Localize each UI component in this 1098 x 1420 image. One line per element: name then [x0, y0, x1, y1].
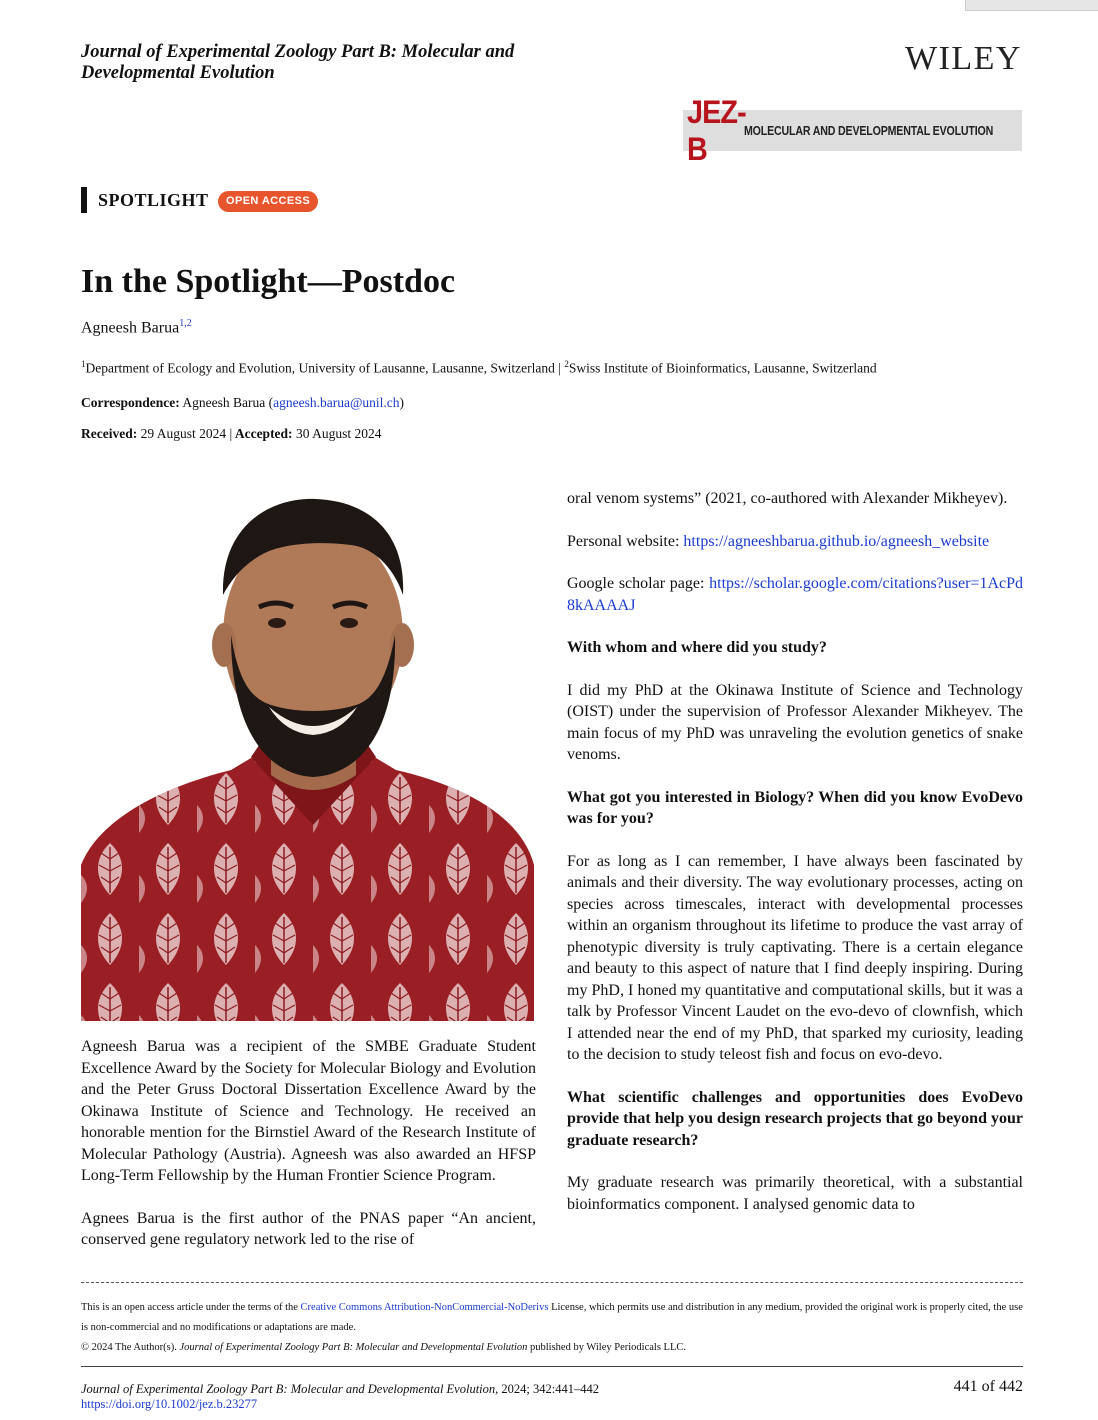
paper-paragraph: Agnees Barua is the first author of the PNAS paper “An ancient, conserved gene regulatory network led to the rise of: [81, 1209, 536, 1248]
google-scholar: Google scholar page: https://scholar.google.com/citations?user=1AcPd8kAAAAJ: [567, 575, 1023, 614]
correspondence-email-link[interactable]: agneesh.barua@unil.ch: [273, 395, 400, 410]
doi-link[interactable]: https://doi.org/10.1002/jez.b.23277: [81, 1397, 258, 1411]
paper-paragraph-continued: oral venom systems” (2021, co-authored with Alexander Mikheyev).: [567, 490, 1008, 507]
license-footnote: This is an open access article under the terms of the Creative Commons Attribution-NonCommercial-NoDerivs License, which permits use and distribution in any medium, provided the original work is properly cited, the use is non-commercial and no modifications or adaptations are made. © 2024 The Author(s). Journal of Experimental Zoology Part B: Molecular and Developmental Evolution published by Wiley Periodicals LLC.: [81, 1298, 1026, 1358]
bio-paragraph: Agneesh Barua was a recipient of the SMBE Graduate Student Excellence Award by the Society for Molecular Biology and Evolution and the Peter Gruss Doctoral Dissertation Excellence Award by the Okinawa Institute of Science and Technology. He received an honorable mention for the Birnstiel Award of the Research Institute of Molecular Pathology (Austria). Agneesh was also awarded an HFSP Long-Term Fellowship by the Human Frontier Science Program.: [81, 1038, 536, 1184]
license-link[interactable]: Creative Commons Attribution-NonCommercial-NoDerivs: [300, 1302, 549, 1313]
right-column: [567, 488, 1023, 1236]
question-heading: With whom and where did you study?: [567, 639, 827, 656]
personal-website-link[interactable]: https://agneeshbarua.github.io/agneesh_website: [683, 532, 990, 550]
author-portrait-photo: [81, 485, 534, 1021]
jezb-logo-subtitle: MOLECULAR AND DEVELOPMENTAL EVOLUTION: [744, 123, 994, 138]
top-toolbar-strip: [965, 0, 1098, 11]
article-dates: Received: 29 August 2024 | Accepted: 30 August 2024: [81, 426, 382, 441]
open-access-badge: OPEN ACCESS: [218, 191, 318, 212]
author-name[interactable]: Agneesh Barua: [81, 319, 180, 337]
question-heading: What scientific challenges and opportunities does EvoDevo provide that help you design research projects that go beyond your graduate research?: [567, 1088, 1023, 1149]
answer-paragraph: For as long as I can remember, I have always been fascinated by animals and their diversity. The way evolutionary processes, acting on species across timescales, interact with developmental processes within an organism throughout its lifetime to produce the vast array of phenotypic diversity is truly captivating. There is a certain elegance and beauty to this aspect of nature that I find deeply inspiring. During my PhD, I honed my quantitative and computational skills, but it was a talk by Professor Vincent Laudet on the evo-devo of clownfish, which I attended near the end of my PhD, that sparked my curiosity, leading to the decision to study teleost fish and focus on evo-devo.: [567, 852, 1023, 1063]
page-number: 441 of 442: [953, 1378, 1023, 1395]
affiliation-2: Swiss Institute of Bioinformatics, Lausanne, Switzerland: [568, 360, 877, 376]
article-title: In the Spotlight—Postdoc: [81, 263, 456, 300]
affiliations: $^1$Department of Ecology and Evolution, University of Lausanne, Lausanne, Switzerland | $^2$Swiss Institute of Bioinformatics, Lausanne, Switzerland: [81, 359, 877, 376]
footer-citation: Journal of Experimental Zoology Part B: Molecular and Developmental Evolution, 2024; 342:441–442 https://doi.org/10.1002/jez.b.23277: [81, 1382, 599, 1411]
answer-paragraph: My graduate research was primarily theoretical, with a substantial bioinformatics component. I analysed genomic data to: [567, 1174, 1023, 1213]
footer-divider: [81, 1366, 1023, 1367]
question-heading: What got you interested in Biology? When did you know EvoDevo was for you?: [567, 788, 1023, 827]
copyright-notice: © 2024 The Author(s). Journal of Experimental Zoology Part B: Molecular and Developmental Evolution published by Wiley Periodicals LLC.: [81, 1342, 686, 1353]
answer-paragraph: I did my PhD at the Okinawa Institute of Science and Technology (OIST) under the supervision of Professor Alexander Mikheyev. The main focus of my PhD was unraveling the evolution genetics of snake venoms.: [567, 681, 1023, 763]
jezb-logo-mark: JEZ-B: [687, 93, 746, 167]
accepted-date: 30 August 2024: [292, 426, 382, 441]
jezb-logo: [683, 93, 1022, 167]
correspondence: Correspondence: Agneesh Barua (agneesh.barua@unil.ch): [81, 395, 404, 410]
affiliation-1: Department of Ecology and Evolution, University of Lausanne, Lausanne, Switzerland: [85, 360, 555, 376]
portrait-illustration: [81, 485, 534, 1021]
author-line: [81, 318, 192, 337]
journal-title: Journal of Experimental Zoology Part B: Molecular and Developmental Evolution: [81, 42, 515, 83]
author-affil-sup[interactable]: 1,2: [179, 318, 192, 329]
received-date: 29 August 2024: [137, 426, 230, 441]
personal-website: Personal website: https://agneeshbarua.github.io/agneesh_website: [567, 532, 990, 550]
section-marker: [81, 187, 87, 213]
google-scholar-link[interactable]: https://scholar.google.com/citations?user=1AcPd8kAAAAJ: [567, 575, 1023, 614]
section-label: SPOTLIGHT: [98, 190, 209, 210]
left-column: [81, 1036, 536, 1272]
publisher-logo: WILEY: [904, 40, 1022, 77]
footnote-divider: [81, 1282, 1023, 1283]
